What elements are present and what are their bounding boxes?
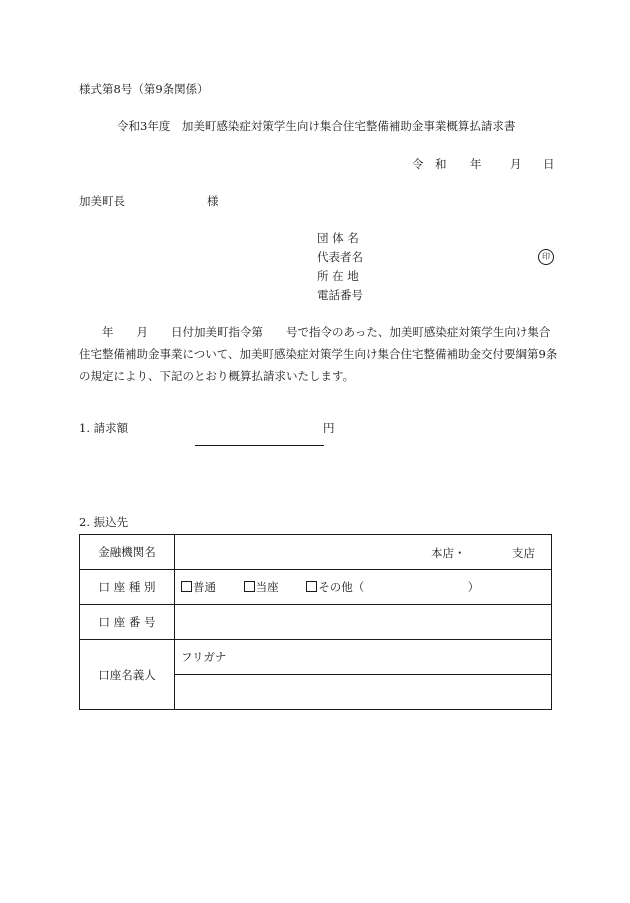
addressee-honorific: 様	[207, 194, 219, 208]
account-holder-label: 口座名義人	[80, 640, 175, 710]
option-touza-label: 当座	[255, 580, 279, 594]
option-futsu[interactable]	[181, 580, 216, 594]
document-title: 令和3年度 加美町感染症対策学生向け集合住宅整備補助金事業概算払請求書	[117, 119, 516, 133]
checkbox-touza[interactable]	[244, 581, 255, 592]
account-number-field[interactable]	[175, 605, 552, 640]
phone-label: 電話番号	[317, 288, 363, 302]
option-touza[interactable]	[244, 580, 279, 594]
account-number-label: 口 座 番 号	[80, 605, 175, 640]
account-type-field	[175, 570, 552, 605]
head-office-text: 本店・	[431, 546, 466, 560]
branch-text: 支店	[512, 546, 535, 560]
date-era: 令 和	[412, 157, 447, 171]
account-holder-field[interactable]	[175, 675, 552, 710]
address-label: 所 在 地	[317, 269, 359, 283]
date-day: 日	[543, 157, 555, 171]
group-name-label: 団 体 名	[317, 231, 359, 245]
furigana-label: フリガナ	[181, 650, 227, 664]
option-other[interactable]	[306, 580, 479, 594]
checkbox-futsu[interactable]	[181, 581, 192, 592]
form-number: 様式第8号（第9条関係）	[79, 82, 209, 96]
account-holder-row-furigana	[80, 640, 552, 675]
bank-name-row	[80, 535, 552, 570]
bank-account-table	[79, 534, 552, 710]
amount-unit: 円	[323, 421, 335, 435]
bank-name-field[interactable]	[175, 535, 552, 570]
account-number-row	[80, 605, 552, 640]
section2-label: 2. 振込先	[79, 515, 129, 529]
addressee-name: 加美町長	[79, 194, 125, 208]
date-month: 月	[510, 157, 522, 171]
amount-underline[interactable]	[195, 445, 324, 446]
account-type-row	[80, 570, 552, 605]
option-futsu-label: 普通	[193, 580, 216, 594]
date-year: 年	[470, 157, 482, 171]
furigana-field[interactable]	[175, 640, 552, 675]
account-type-label: 口 座 種 別	[80, 570, 175, 605]
date-line	[412, 156, 555, 172]
option-other-label: その他（ ）	[318, 580, 480, 594]
representative-label: 代表者名	[317, 250, 363, 264]
section1-label: 1. 請求額	[79, 421, 129, 435]
body-text: 年 月 日付加美町指令第 号で指令のあった、加美町感染症対策学生向け集合住宅整備補助金事業について、加美町感染症対策学生向け集合住宅整備補助金交付要綱第9条の規定により、下記のとおり概算払請求いたします。	[79, 325, 558, 383]
bank-name-label: 金融機関名	[80, 535, 175, 570]
checkbox-other[interactable]	[306, 581, 317, 592]
seal-mark: 印	[538, 249, 554, 265]
